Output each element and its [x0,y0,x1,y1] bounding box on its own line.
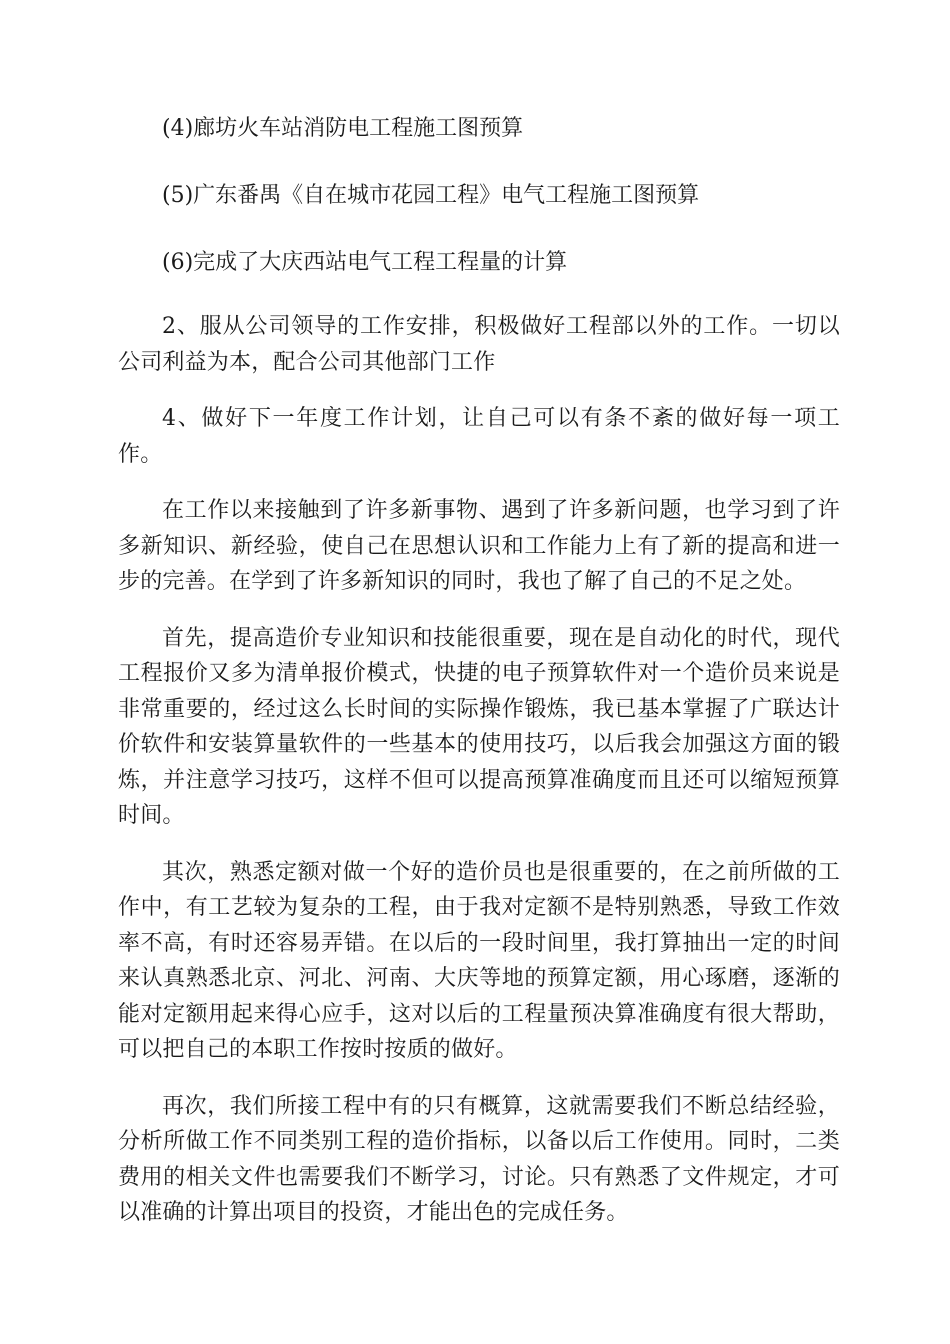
paragraph: 首先，提高造价专业知识和技能很重要，现在是自动化的时代，现代工程报价又多为清单报价模式，快捷的电子预算软件对一个造价员来说是非常重要的，经过这么长时间的实际操作锻炼，我已基本掌握了广联达计价软件和安装算量软件的一些基本的使用技巧，以后我会加强这方面的锻炼，并注意学习技巧，这样不但可以提高预算准确度而且还可以缩短预算时间。 [118,625,840,828]
paragraph: 其次，熟悉定额对做一个好的造价员也是很重要的，在之前所做的工作中，有工艺较为复杂的工程，由于我对定额不是特别熟悉，导致工作效率不高，有时还容易弄错。在以后的一段时间里，我打算抽出一定的时间来认真熟悉北京、河北、河南、大庆等地的预算定额，用心琢磨，逐渐的能对定额用起来得心应手，这对以后的工程量预决算准确度有很大帮助，可以把自己的本职工作按时按质的做好。 [118,859,840,1062]
list-item: (6)完成了大庆西站电气工程工程量的计算 [162,250,568,275]
paragraph: 再次，我们所接工程中有的只有概算，这就需要我们不断总结经验，分析所做工作不同类别工程的造价指标，以备以后工作使用。同时，二类费用的相关文件也需要我们不断学习，讨论。只有熟悉了文件规定，才可以准确的计算出项目的投资，才能出色的完成任务。 [118,1093,840,1225]
paragraph: 4、做好下一年度工作计划，让自己可以有条不紊的做好每一项工作。 [118,406,840,467]
list-item: (5)广东番禺《自在城市花园工程》电气工程施工图预算 [162,183,700,208]
list-item: (4)廊坊火车站消防电工程施工图预算 [162,116,524,141]
paragraph: 在工作以来接触到了许多新事物、遇到了许多新问题，也学习到了许多新知识、新经验，使自己在思想认识和工作能力上有了新的提高和进一步的完善。在学到了许多新知识的同时，我也了解了自己的不足之处。 [118,498,840,594]
paragraph: 2、服从公司领导的工作安排，积极做好工程部以外的工作。一切以公司利益为本，配合公司其他部门工作 [118,314,840,375]
document-body [118,108,840,1252]
